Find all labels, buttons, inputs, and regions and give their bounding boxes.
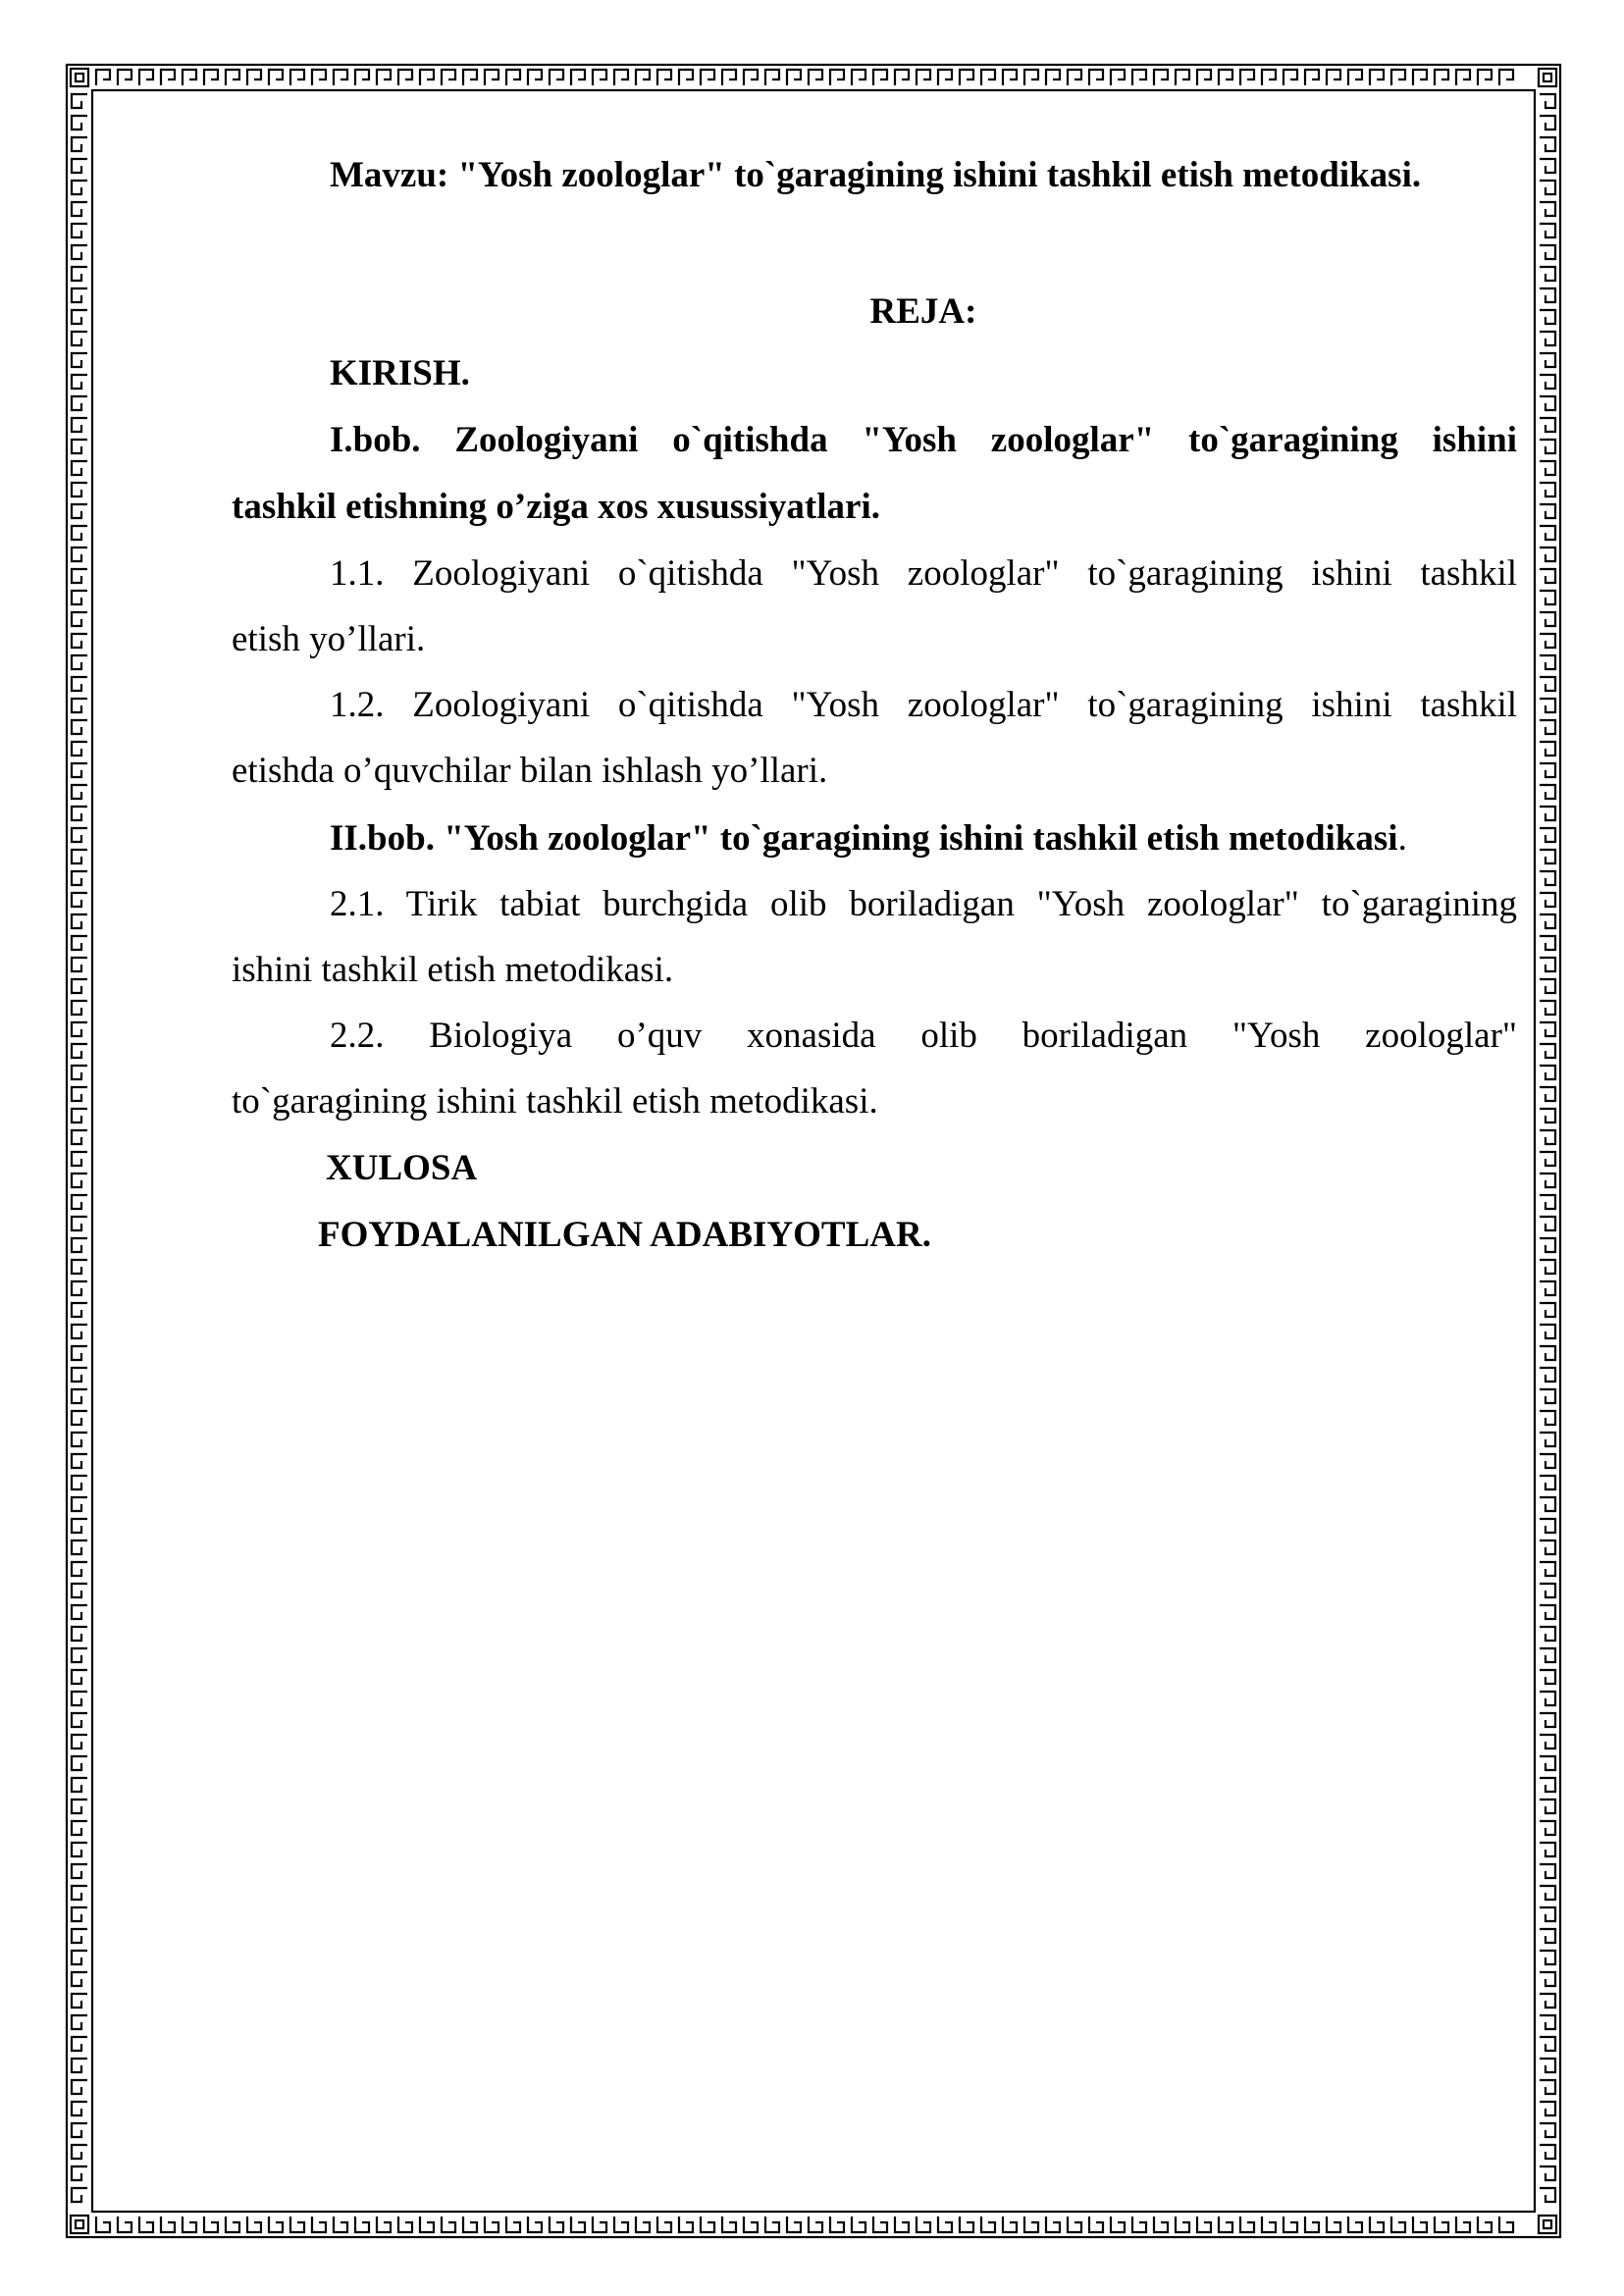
section-2-2-line2: to`garagining ishini tashkil etish metodikasi.	[232, 1081, 878, 1122]
plan-heading	[232, 290, 1615, 333]
section-2-2-line1	[330, 1018, 1517, 1054]
section-2-2-text: Biologiya o’quv xonasida olib boriladigan "Yosh zoologlar"	[429, 1016, 1518, 1056]
chapter2-title: "Yosh zoologlar" to`garagining ishini tashkil etish metodikasi	[444, 818, 1398, 859]
chapter2-period: .	[1397, 818, 1407, 859]
section-2-1-line1	[330, 886, 1517, 922]
section-1-2-line2: etishda o’quvchilar bilan ishlash yo’llari.	[232, 751, 828, 791]
document-title: Mavzu: "Yosh zoologlar" to`garagining ishini tashkil etish metodikasi.	[330, 155, 1422, 195]
section-1-1-text: Zoologiyani o`qitishda "Yosh zoologlar" to`garagining ishini tashkil	[412, 553, 1518, 594]
section-1-1-number: 1.1.	[330, 553, 385, 594]
chapter1-label: I.bob.	[330, 420, 421, 460]
plan-heading-text: REJA:	[869, 291, 977, 332]
section-1-2-line1	[330, 687, 1517, 723]
section-2-2-number: 2.2.	[330, 1016, 385, 1056]
section-1-1-line1	[330, 555, 1517, 592]
section-1-2-text: Zoologiyani o`qitishda "Yosh zoologlar" to`garagining ishini tashkil	[412, 685, 1518, 725]
references-heading: FOYDALANILGAN ADABIYOTLAR.	[318, 1215, 931, 1255]
section-2-1-line2: ishini tashkil etish metodikasi.	[232, 950, 674, 990]
conclusion-heading: XULOSA	[326, 1148, 478, 1188]
chapter1-title-part1: Zoologiyani o`qitishda "Yosh zoologlar" to`garagining ishini	[454, 420, 1518, 460]
chapter1-line2: tashkil etishning o’ziga xos xusussiyatlari.	[232, 487, 880, 527]
chapter2-heading	[330, 820, 1407, 857]
chapter2-label: II.bob.	[330, 818, 435, 859]
chapter1-line1	[330, 422, 1517, 458]
section-2-1-text: 2.1. Tirik tabiat burchgida olib boriladigan "Yosh zoologlar" to`garagining	[330, 884, 1517, 924]
intro-heading: KIRISH.	[330, 353, 470, 393]
section-1-2-number: 1.2.	[330, 685, 385, 725]
section-1-1-line2: etish yo’llari.	[232, 619, 426, 659]
